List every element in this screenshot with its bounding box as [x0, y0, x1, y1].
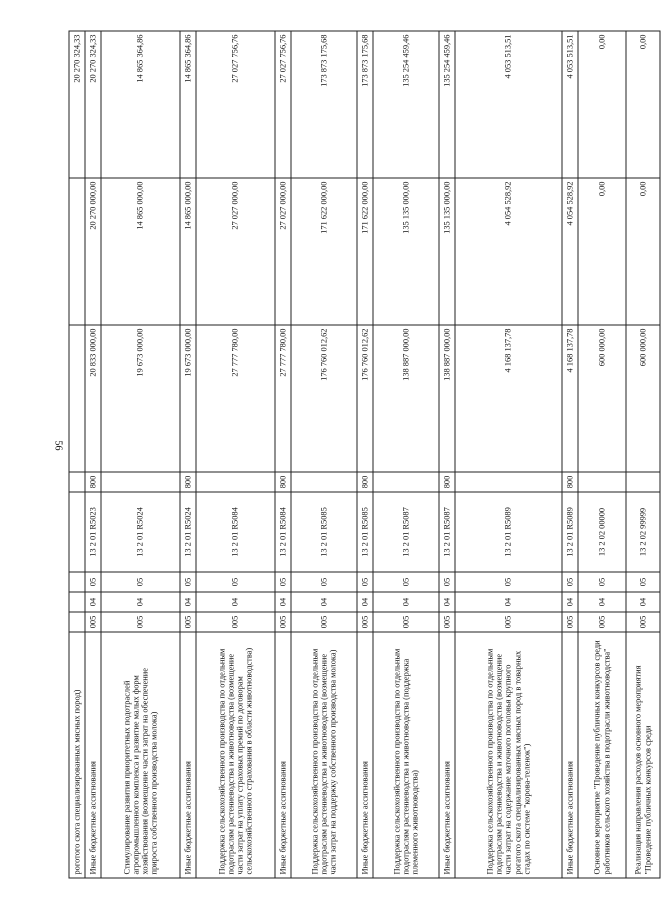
cell-vr: 800: [357, 472, 373, 492]
cell-grbs: 005: [373, 612, 439, 632]
cell-sum-2: 171 622 000,00: [357, 178, 373, 325]
cell-name: Иные бюджетные ассигнования: [562, 632, 578, 878]
cell-csr: 13 2 01 R5024: [180, 492, 196, 572]
cell-vr: 800: [85, 472, 101, 492]
cell-vr: 800: [439, 472, 455, 492]
cell-sum-2: 27 027 000,00: [196, 178, 275, 325]
cell-sum-1: 19 673 000,00: [101, 325, 180, 472]
cell-sum-3: 135 254 459,46: [439, 31, 455, 178]
cell-pr: 05: [439, 572, 455, 592]
cell-csr: 13 2 01 R5084: [196, 492, 275, 572]
table-row: [626, 31, 660, 878]
cell-grbs: 005: [439, 612, 455, 632]
table-row: [455, 31, 562, 878]
cell-sum-3: 27 027 756,76: [275, 31, 291, 178]
cell-pr: 05: [626, 572, 660, 592]
cell-grbs: 005: [357, 612, 373, 632]
cell-csr: 13 2 01 R5085: [291, 492, 357, 572]
budget-table: [69, 31, 661, 879]
cell-grbs: [69, 612, 85, 632]
cell-rz: 04: [357, 592, 373, 612]
cell-sum-1: 138 887 000,00: [373, 325, 439, 472]
cell-csr: 13 2 02 99999: [626, 492, 660, 572]
cell-rz: 04: [85, 592, 101, 612]
cell-vr: 800: [180, 472, 196, 492]
cell-grbs: 005: [275, 612, 291, 632]
cell-name: Поддержка сельскохозяйственного производства по отдельным подотраслям растениеводства и животноводства (возмещение части затрат на уплату страховых премий по договорам сельскохозяйственного страхования в области животноводства): [196, 632, 275, 878]
cell-sum-3: 27 027 756,76: [196, 31, 275, 178]
cell-sum-2: 14 865 000,00: [101, 178, 180, 325]
cell-csr: 13 2 01 R5085: [357, 492, 373, 572]
cell-name: роготого скота специализированных мясных пород): [69, 632, 85, 878]
cell-sum-2: [69, 178, 85, 325]
cell-sum-3: 4 053 513,51: [455, 31, 562, 178]
cell-grbs: 005: [562, 612, 578, 632]
cell-rz: 04: [196, 592, 275, 612]
cell-sum-1: 27 777 780,00: [196, 325, 275, 472]
cell-name: Иные бюджетные ассигнования: [439, 632, 455, 878]
cell-sum-3: 4 053 513,51: [562, 31, 578, 178]
table-row: [85, 31, 101, 878]
cell-grbs: 005: [196, 612, 275, 632]
cell-name: Поддержка сельскохозяйственного производства по отдельным подотраслям растениеводства и животноводства (возмещение части затрат на содержание маточного поголовья крупного рогатого скота специализированных мясных пород в товарных стадах по системе "корова-теленок"): [455, 632, 562, 878]
cell-sum-3: 135 254 459,46: [373, 31, 439, 178]
cell-name: Иные бюджетные ассигнования: [180, 632, 196, 878]
cell-csr: 13 2 01 R5089: [562, 492, 578, 572]
cell-sum-2: 27 027 000,00: [275, 178, 291, 325]
page-number: 56: [52, 440, 64, 451]
cell-pr: 05: [101, 572, 180, 592]
table-row: [101, 31, 180, 878]
cell-sum-1: 19 673 000,00: [180, 325, 196, 472]
cell-name: Стимулирование развития приоритетных подотраслей агропромышленного комплекса и развитие малых форм хозяйствования (возмещение части затрат на обеспечение прироста собственного производства молока): [101, 632, 180, 878]
cell-sum-1: 176 760 012,62: [291, 325, 357, 472]
cell-vr: [373, 472, 439, 492]
cell-sum-2: 4 054 528,92: [562, 178, 578, 325]
cell-pr: 05: [85, 572, 101, 592]
budget-table-area: [68, 32, 652, 879]
cell-pr: 05: [578, 572, 626, 592]
cell-pr: 05: [180, 572, 196, 592]
cell-rz: 04: [455, 592, 562, 612]
cell-sum-3: 14 865 364,86: [180, 31, 196, 178]
cell-pr: [69, 572, 85, 592]
cell-sum-2: 135 135 000,00: [373, 178, 439, 325]
cell-sum-2: 20 270 000,00: [85, 178, 101, 325]
cell-pr: 05: [357, 572, 373, 592]
cell-sum-1: [69, 325, 85, 472]
cell-sum-2: 171 622 000,00: [291, 178, 357, 325]
rotated-table-container: [69, 32, 652, 879]
cell-sum-3: 0,00: [626, 31, 660, 178]
cell-rz: 04: [626, 592, 660, 612]
cell-pr: 05: [275, 572, 291, 592]
cell-pr: 05: [291, 572, 357, 592]
cell-pr: 05: [455, 572, 562, 592]
table-body: [69, 31, 660, 878]
cell-vr: [101, 472, 180, 492]
cell-name: Поддержка сельскохозяйственного производства по отдельным подотраслям растениеводства и животноводства (возмещение части затрат на поддержку собственного производства молока): [291, 632, 357, 878]
cell-sum-1: 4 168 137,78: [455, 325, 562, 472]
cell-rz: 04: [180, 592, 196, 612]
table-row: [69, 31, 85, 878]
cell-sum-3: 173 873 175,68: [291, 31, 357, 178]
cell-grbs: 005: [626, 612, 660, 632]
table-row: [357, 31, 373, 878]
cell-csr: 13 2 01 R5023: [85, 492, 101, 572]
cell-name: Реализация направления расходов основного мероприятия "Проведение публичных конкурсов среди: [626, 632, 660, 878]
cell-rz: 04: [373, 592, 439, 612]
cell-sum-1: 138 887 000,00: [439, 325, 455, 472]
cell-csr: [69, 492, 85, 572]
cell-sum-1: 600 000,00: [578, 325, 626, 472]
cell-sum-3: 0,00: [578, 31, 626, 178]
table-row: [562, 31, 578, 878]
cell-name: Иные бюджетные ассигнования: [357, 632, 373, 878]
table-row: [373, 31, 439, 878]
cell-pr: 05: [196, 572, 275, 592]
cell-sum-3: 14 865 364,86: [101, 31, 180, 178]
cell-rz: 04: [291, 592, 357, 612]
cell-sum-3: 173 873 175,68: [357, 31, 373, 178]
cell-rz: 04: [101, 592, 180, 612]
cell-rz: [69, 592, 85, 612]
cell-csr: 13 2 02 00000: [578, 492, 626, 572]
cell-csr: 13 2 01 R5087: [439, 492, 455, 572]
cell-sum-1: 176 760 012,62: [357, 325, 373, 472]
cell-name: Поддержка сельскохозяйственного производства по отдельным подотраслям растениеводства и животноводства (поддержка племенного животноводства): [373, 632, 439, 878]
cell-csr: 13 2 01 R5024: [101, 492, 180, 572]
cell-sum-1: 4 168 137,78: [562, 325, 578, 472]
cell-grbs: 005: [291, 612, 357, 632]
cell-csr: 13 2 01 R5084: [275, 492, 291, 572]
cell-sum-2: 4 054 528,92: [455, 178, 562, 325]
cell-rz: 04: [578, 592, 626, 612]
cell-sum-2: 0,00: [626, 178, 660, 325]
cell-sum-3: 20 270 324,33: [69, 31, 85, 178]
table-row: [180, 31, 196, 878]
cell-vr: [626, 472, 660, 492]
cell-vr: 800: [562, 472, 578, 492]
cell-vr: 800: [275, 472, 291, 492]
cell-vr: [196, 472, 275, 492]
cell-name: Иные бюджетные ассигнования: [85, 632, 101, 878]
cell-pr: 05: [373, 572, 439, 592]
cell-grbs: 005: [180, 612, 196, 632]
cell-csr: 13 2 01 R5087: [373, 492, 439, 572]
cell-vr: [291, 472, 357, 492]
cell-sum-2: 14 865 000,00: [180, 178, 196, 325]
cell-grbs: 005: [101, 612, 180, 632]
table-row: [275, 31, 291, 878]
cell-grbs: 005: [578, 612, 626, 632]
cell-rz: 04: [275, 592, 291, 612]
cell-rz: 04: [562, 592, 578, 612]
cell-vr: [69, 472, 85, 492]
cell-sum-3: 20 270 324,33: [85, 31, 101, 178]
table-row: [439, 31, 455, 878]
table-row: [291, 31, 357, 878]
cell-pr: 05: [562, 572, 578, 592]
cell-sum-1: 20 833 000,00: [85, 325, 101, 472]
cell-sum-1: 600 000,00: [626, 325, 660, 472]
cell-csr: 13 2 01 R5089: [455, 492, 562, 572]
cell-name: Иные бюджетные ассигнования: [275, 632, 291, 878]
cell-vr: [578, 472, 626, 492]
cell-sum-1: 27 777 780,00: [275, 325, 291, 472]
table-row: [578, 31, 626, 878]
cell-rz: 04: [439, 592, 455, 612]
cell-name: Основное мероприятие "Проведение публичных конкурсов среди работников сельского хозяйства в подотрасли животноводства": [578, 632, 626, 878]
cell-vr: [455, 472, 562, 492]
cell-sum-2: 135 135 000,00: [439, 178, 455, 325]
cell-sum-2: 0,00: [578, 178, 626, 325]
cell-grbs: 005: [455, 612, 562, 632]
table-row: [196, 31, 275, 878]
cell-grbs: 005: [85, 612, 101, 632]
